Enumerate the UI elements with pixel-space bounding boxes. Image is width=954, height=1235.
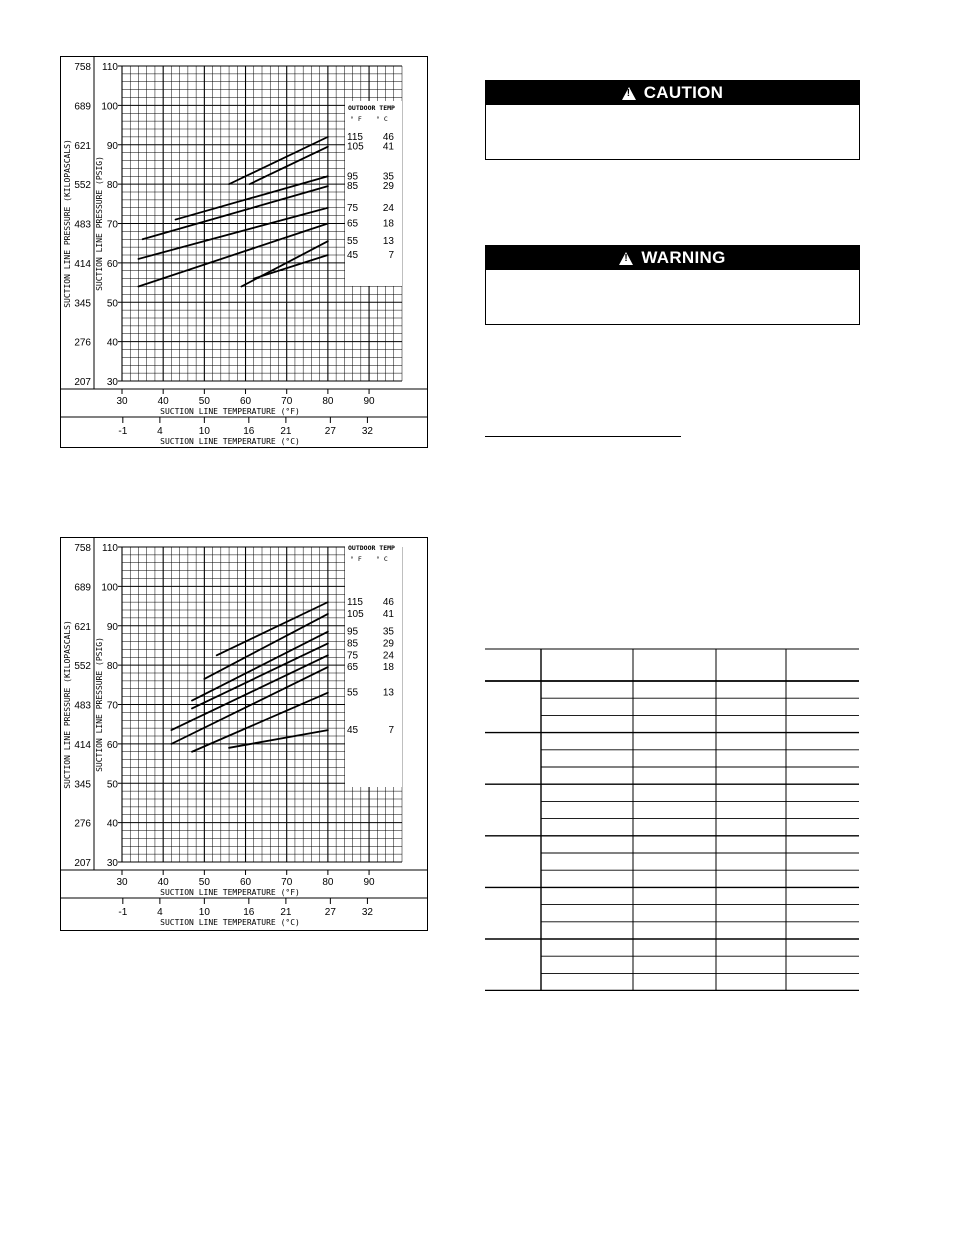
legend-label-f-45: 45 <box>347 250 359 261</box>
x-tick-label-c: 27 <box>324 426 336 437</box>
x-tick-label-c: 4 <box>157 426 163 437</box>
y-tick-label-kpa: 552 <box>74 661 91 673</box>
legend-label-f-45: 45 <box>347 725 359 737</box>
x-tick-label-f: 50 <box>198 396 210 407</box>
x-tick-label-c: 4 <box>157 907 163 918</box>
y-tick-label-kpa: 689 <box>74 582 91 594</box>
x-tick-label-f: 60 <box>239 877 252 888</box>
x-tick-label-f: 90 <box>363 396 375 407</box>
legend-label-f-85: 85 <box>347 638 359 650</box>
y-tick-label-kpa: 758 <box>74 62 91 73</box>
caution-header <box>486 81 859 105</box>
y-tick-label-kpa: 207 <box>74 377 91 388</box>
y-axis-title-psig: SUCTION LINE PRESSURE (PSIG) <box>95 637 104 772</box>
x-tick-label-c: 32 <box>361 907 373 918</box>
y-tick-label-psig: 70 <box>106 219 118 231</box>
legend-label-c-18: 18 <box>382 218 394 230</box>
y-tick-label-kpa: 621 <box>74 140 91 152</box>
y-tick-label-kpa: 207 <box>74 858 91 869</box>
x-tick-label-c: 21 <box>280 426 292 437</box>
x-axis-title-c: SUCTION LINE TEMPERATURE (°C) <box>160 437 300 446</box>
legend-unit-c: ° C <box>376 555 388 563</box>
x-tick-label-c: 16 <box>243 907 255 918</box>
y-tick-label-kpa: 483 <box>74 219 91 231</box>
caution-box <box>485 80 860 160</box>
spec-table <box>485 648 859 991</box>
x-tick-label-f: 30 <box>116 877 128 888</box>
legend-label-f-65: 65 <box>347 662 359 674</box>
legend-label-f-115: 115 <box>347 597 363 609</box>
x-tick-label-c: -1 <box>118 426 128 437</box>
legend-label-c-7: 7 <box>388 725 394 737</box>
y-tick-label-psig: 110 <box>102 543 118 554</box>
x-tick-label-f: 40 <box>157 877 169 888</box>
x-tick-label-f: 90 <box>363 877 375 888</box>
y-tick-label-psig: 30 <box>106 377 118 388</box>
y-tick-label-psig: 50 <box>106 298 118 310</box>
legend-label-c-13: 13 <box>382 687 394 699</box>
chart-1-svg <box>60 56 428 448</box>
x-tick-label-c: 21 <box>280 907 292 918</box>
y-tick-label-psig: 60 <box>106 739 118 751</box>
legend-label-f-55: 55 <box>347 687 359 699</box>
legend-label-f-95: 95 <box>347 171 359 183</box>
y-tick-label-psig: 110 <box>102 62 118 73</box>
y-tick-label-psig: 40 <box>106 818 118 830</box>
x-tick-label-f: 40 <box>157 396 169 407</box>
y-tick-label-psig: 40 <box>106 337 118 349</box>
legend-label-c-13: 13 <box>382 236 394 248</box>
y-tick-label-kpa: 345 <box>74 298 91 310</box>
caution-label: CAUTION <box>643 83 724 102</box>
x-tick-label-f: 70 <box>281 396 293 407</box>
y-tick-label-psig: 70 <box>106 700 118 712</box>
y-tick-label-psig: 100 <box>101 101 118 113</box>
warning-box <box>485 245 860 325</box>
x-tick-label-f: 80 <box>322 396 334 407</box>
warning-triangle-icon <box>619 252 633 265</box>
warning-triangle-icon <box>622 87 636 100</box>
legend-label-c-46: 46 <box>382 131 394 143</box>
section-underline <box>485 436 681 437</box>
legend-label-c-7: 7 <box>388 250 394 261</box>
y-tick-label-kpa: 758 <box>74 543 91 554</box>
y-tick-label-kpa: 414 <box>74 739 91 751</box>
legend-label-c-41: 41 <box>382 141 394 153</box>
y-tick-label-psig: 30 <box>106 858 118 869</box>
y-tick-label-kpa: 414 <box>74 258 91 270</box>
y-tick-label-psig: 60 <box>106 258 118 270</box>
legend-label-f-75: 75 <box>347 202 359 214</box>
y-tick-label-kpa: 689 <box>74 101 91 113</box>
x-tick-label-c: -1 <box>118 907 128 918</box>
x-tick-label-f: 50 <box>198 877 210 888</box>
x-axis-title-f: SUCTION LINE TEMPERATURE (°F) <box>160 407 300 416</box>
legend-label-f-105: 105 <box>347 608 364 620</box>
y-tick-label-psig: 80 <box>106 180 118 192</box>
legend-label-f-105: 105 <box>347 141 364 153</box>
y-tick-label-kpa: 345 <box>74 779 91 791</box>
legend-label-c-35: 35 <box>382 626 394 638</box>
legend-unit-f: ° F <box>350 555 362 563</box>
y-axis-title-kpa: SUCTION LINE PRESSURE (KILOPASCALS) <box>63 620 72 789</box>
warning-label: WARNING <box>641 248 726 267</box>
x-tick-label-f: 30 <box>116 396 128 407</box>
legend-label-f-95: 95 <box>347 626 359 638</box>
x-axis-title-c: SUCTION LINE TEMPERATURE (°C) <box>160 918 300 927</box>
legend-unit-c: ° C <box>376 115 388 123</box>
x-tick-label-f: 80 <box>322 877 334 888</box>
y-axis-title-kpa: SUCTION LINE PRESSURE (KILOPASCALS) <box>63 139 72 308</box>
x-tick-label-c: 10 <box>198 907 210 918</box>
x-tick-label-c: 10 <box>198 426 210 437</box>
x-tick-label-f: 70 <box>281 877 293 888</box>
legend-label-c-24: 24 <box>382 650 394 662</box>
legend-unit-f: ° F <box>350 115 362 123</box>
y-tick-label-kpa: 276 <box>74 337 91 349</box>
x-tick-label-f: 60 <box>239 396 252 407</box>
y-tick-label-kpa: 621 <box>74 621 91 633</box>
y-axis-title-psig: SUCTION LINE PRESSURE (PSIG) <box>95 156 104 291</box>
suction-pressure-chart-1 <box>60 56 428 448</box>
spec-table-grid <box>485 648 859 991</box>
y-tick-label-kpa: 552 <box>74 180 91 192</box>
y-tick-label-psig: 90 <box>106 140 118 152</box>
legend-label-c-46: 46 <box>382 597 394 609</box>
legend-label-f-55: 55 <box>347 236 359 248</box>
legend-title: OUTDOOR TEMP <box>348 544 395 552</box>
x-axis-title-f: SUCTION LINE TEMPERATURE (°F) <box>160 888 300 897</box>
legend-label-c-24: 24 <box>382 202 394 214</box>
legend-label-c-41: 41 <box>382 608 394 620</box>
legend-label-c-29: 29 <box>382 638 394 650</box>
y-tick-label-kpa: 276 <box>74 818 91 830</box>
chart-2-svg <box>60 537 428 931</box>
warning-header <box>486 246 859 270</box>
y-tick-label-psig: 100 <box>101 582 118 594</box>
legend-label-c-35: 35 <box>382 171 394 183</box>
x-tick-label-c: 27 <box>324 907 336 918</box>
legend-label-f-65: 65 <box>347 218 359 230</box>
y-tick-label-psig: 50 <box>106 779 118 791</box>
y-tick-label-kpa: 483 <box>74 700 91 712</box>
legend-label-f-115: 115 <box>347 131 363 143</box>
legend-label-f-85: 85 <box>347 181 359 193</box>
y-tick-label-psig: 90 <box>106 621 118 633</box>
y-tick-label-psig: 80 <box>106 661 118 673</box>
suction-pressure-chart-2 <box>60 537 428 931</box>
x-tick-label-c: 16 <box>243 426 255 437</box>
legend-label-c-29: 29 <box>382 181 394 193</box>
x-tick-label-c: 32 <box>361 426 373 437</box>
legend-label-c-18: 18 <box>382 662 394 674</box>
legend-label-f-75: 75 <box>347 650 359 662</box>
legend-title: OUTDOOR TEMP <box>348 104 395 112</box>
